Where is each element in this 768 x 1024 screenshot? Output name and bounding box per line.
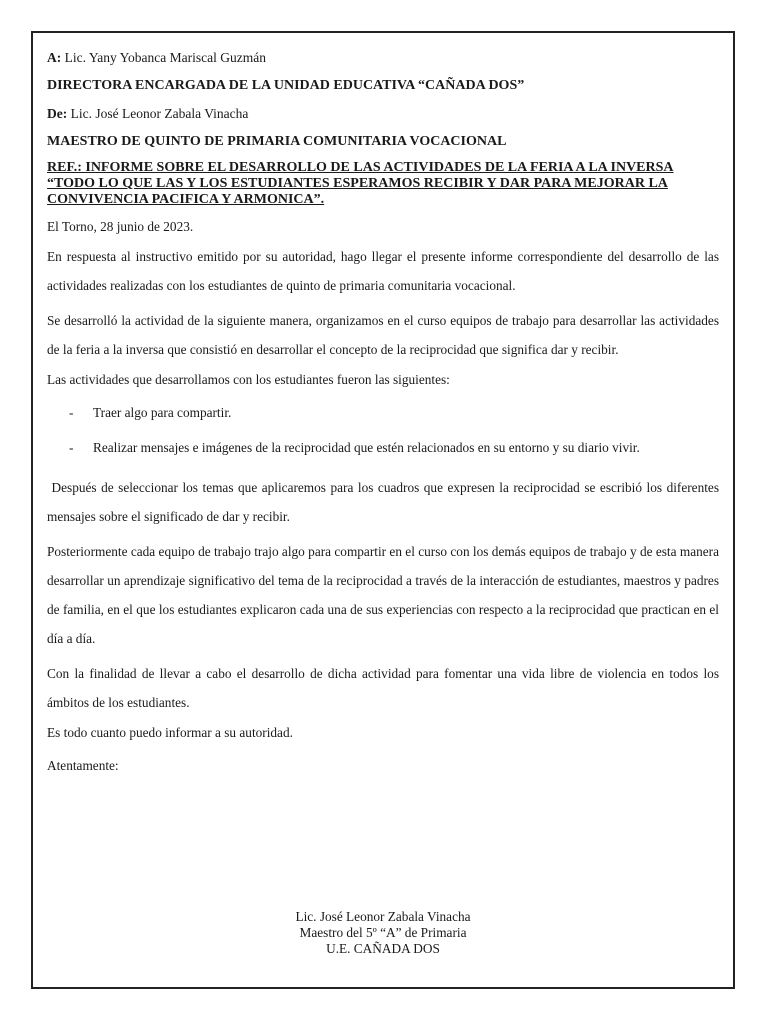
closing: Atentamente: [47,758,119,773]
place-date: El Torno, 28 junio de 2023. [47,219,194,234]
signature-name: Lic. José Leonor Zabala Vinacha [295,909,471,924]
sender-line [47,104,719,123]
reference-line: REF.: INFORME SOBRE EL DESARROLLO DE LAS ACTIVIDADES DE LA FERIA A LA INVERSA [47,160,674,175]
list-item [47,438,719,457]
sender-name: Lic. José Leonor Zabala Vinacha [70,106,249,121]
dash-bullet: - [69,405,74,420]
paragraph: Después de seleccionar los temas que aplicaremos para los cuadros que expresen la reciprocidad se escribió los diferentes mensajes sobre el significado de dar y recibir. [47,480,723,524]
signature-role: Maestro del 5º “A” de Primaria [299,925,467,940]
sender-title: MAESTRO DE QUINTO DE PRIMARIA COMUNITARIA VOCACIONAL [47,134,507,149]
letter-page [31,31,735,989]
paragraph: Es todo cuanto puedo informar a su autoridad. [47,725,293,740]
recipient-title: DIRECTORA ENCARGADA DE LA UNIDAD EDUCATIVA “CAÑADA DOS” [47,78,525,93]
recipient-line [47,48,719,67]
paragraph: Posteriormente cada equipo de trabajo trajo algo para compartir en el curso con los demás equipos de trabajo y de esta manera desarrollar un aprendizaje significativo del tema de la reciprocidad a través de la interacción de estudiantes, maestros y padres de familia, en el que los estudiantes explicaron cada una de sus experiencias con respecto a la reciprocidad que practican en el día a día. [47,544,719,646]
from-label: De: [47,106,68,121]
paragraph: En respuesta al instructivo emitido por su autoridad, hago llegar el presente informe correspondiente del desarrollo de las actividades realizadas con los estudiantes de quinto de primaria comunitaria vocacional. [47,249,719,293]
signature-school: U.E. CAÑADA DOS [326,941,440,956]
paragraph: Se desarrolló la actividad de la siguiente manera, organizamos en el curso equipos de trabajo para desarrollar las actividades de la feria a la inversa que consistió en desarrollar el concepto de la reciprocidad que significa dar y recibir. [47,313,719,357]
signature-block [33,909,733,957]
paragraph: Las actividades que desarrollamos con los estudiantes fueron las siguientes: [47,372,450,387]
list-item-text: Realizar mensajes e imágenes de la reciprocidad que estén relacionados en su entorno y su diario vivir. [93,440,640,455]
recipient-name: Lic. Yany Yobanca Mariscal Guzmán [64,50,266,65]
dash-bullet: - [69,440,74,455]
list-item [47,403,719,422]
paragraph: Con la finalidad de llevar a cabo el desarrollo de dicha actividad para fomentar una vida libre de violencia en todos los ámbitos de los estudiantes. [47,666,719,710]
to-label: A: [47,50,62,65]
reference-line: “TODO LO QUE LAS Y LOS ESTUDIANTES ESPERAMOS RECIBIR Y DAR PARA MEJORAR LA [47,176,668,191]
reference-block [47,160,719,208]
list-item-text: Traer algo para compartir. [93,405,232,420]
reference-line: CONVIVENCIA PACIFICA Y ARMONICA”. [47,192,325,207]
